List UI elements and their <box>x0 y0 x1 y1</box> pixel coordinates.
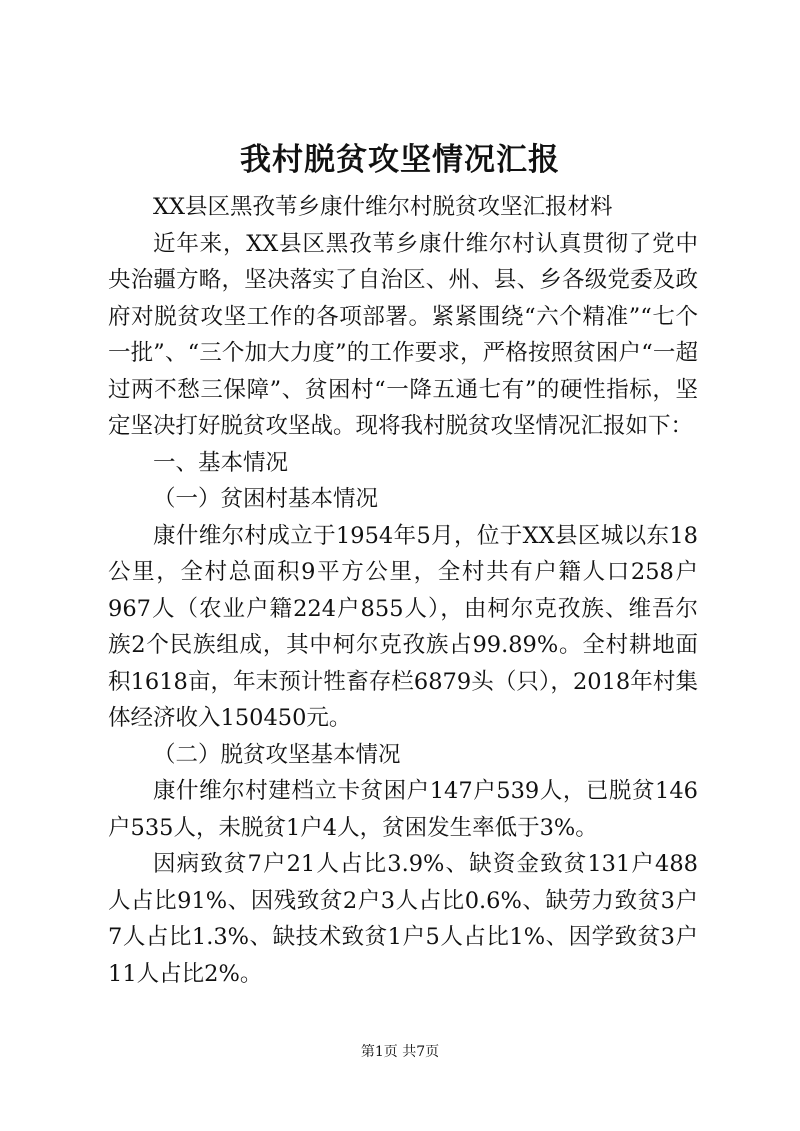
intro-paragraph: 近年来，XX县区黑孜苇乡康什维尔村认真贯彻了党中央治疆方略，坚决落实了自治区、州、县、乡各级党委及政府对脱贫攻坚工作的各项部署。紧紧围绕“六个精准”“七个一批”、“三个加大力度”的工作要求，严格按照贫困户“一超过两不愁三保障”、贫困村“一降五通七有”的硬性指标，坚定坚决打好脱贫攻坚战。现将我村脱贫攻坚情况汇报如下： <box>108 230 698 439</box>
poverty-causes-paragraph: 因病致贫7户21人占比3.9%、缺资金致贫131户488人占比91%、因残致贫2户3人占比0.6%、缺劳力致贫3户7人占比1.3%、缺技术致贫1户5人占比1%、因学致贫3户11人占比2%。 <box>108 851 698 987</box>
subsection-heading-poverty: （二）脱贫攻坚基本情况 <box>153 741 401 768</box>
page-footer: 第1页 共7页 <box>360 1044 440 1060</box>
subsection-heading-village: （一）贫困村基本情况 <box>153 486 379 512</box>
subtitle-paragraph: XX县区黑孜苇乡康什维尔村脱贫攻坚汇报材料 <box>153 194 613 220</box>
page-title: 我村脱贫攻坚情况汇报 <box>240 142 560 178</box>
poverty-status-paragraph: 康什维尔村建档立卡贫困户147户539人，已脱贫146户535人，未脱贫1户4人，贫困发生率低于3%。 <box>108 778 698 841</box>
section-heading-basic: 一、基本情况 <box>153 449 289 476</box>
document-body <box>108 189 698 992</box>
village-info-paragraph: 康什维尔村成立于1954年5月，位于XX县区城以东18公里，全村总面积9平方公里，全村共有户籍人口258户967人（农业户籍224户855人），由柯尔克孜族、维吾尔族2个民族组成，其中柯尔克孜族占99.89%。全村耕地面积1618亩，年末预计牲畜存栏6879头（只），2018年村集体经济收入150450元。 <box>108 522 698 731</box>
